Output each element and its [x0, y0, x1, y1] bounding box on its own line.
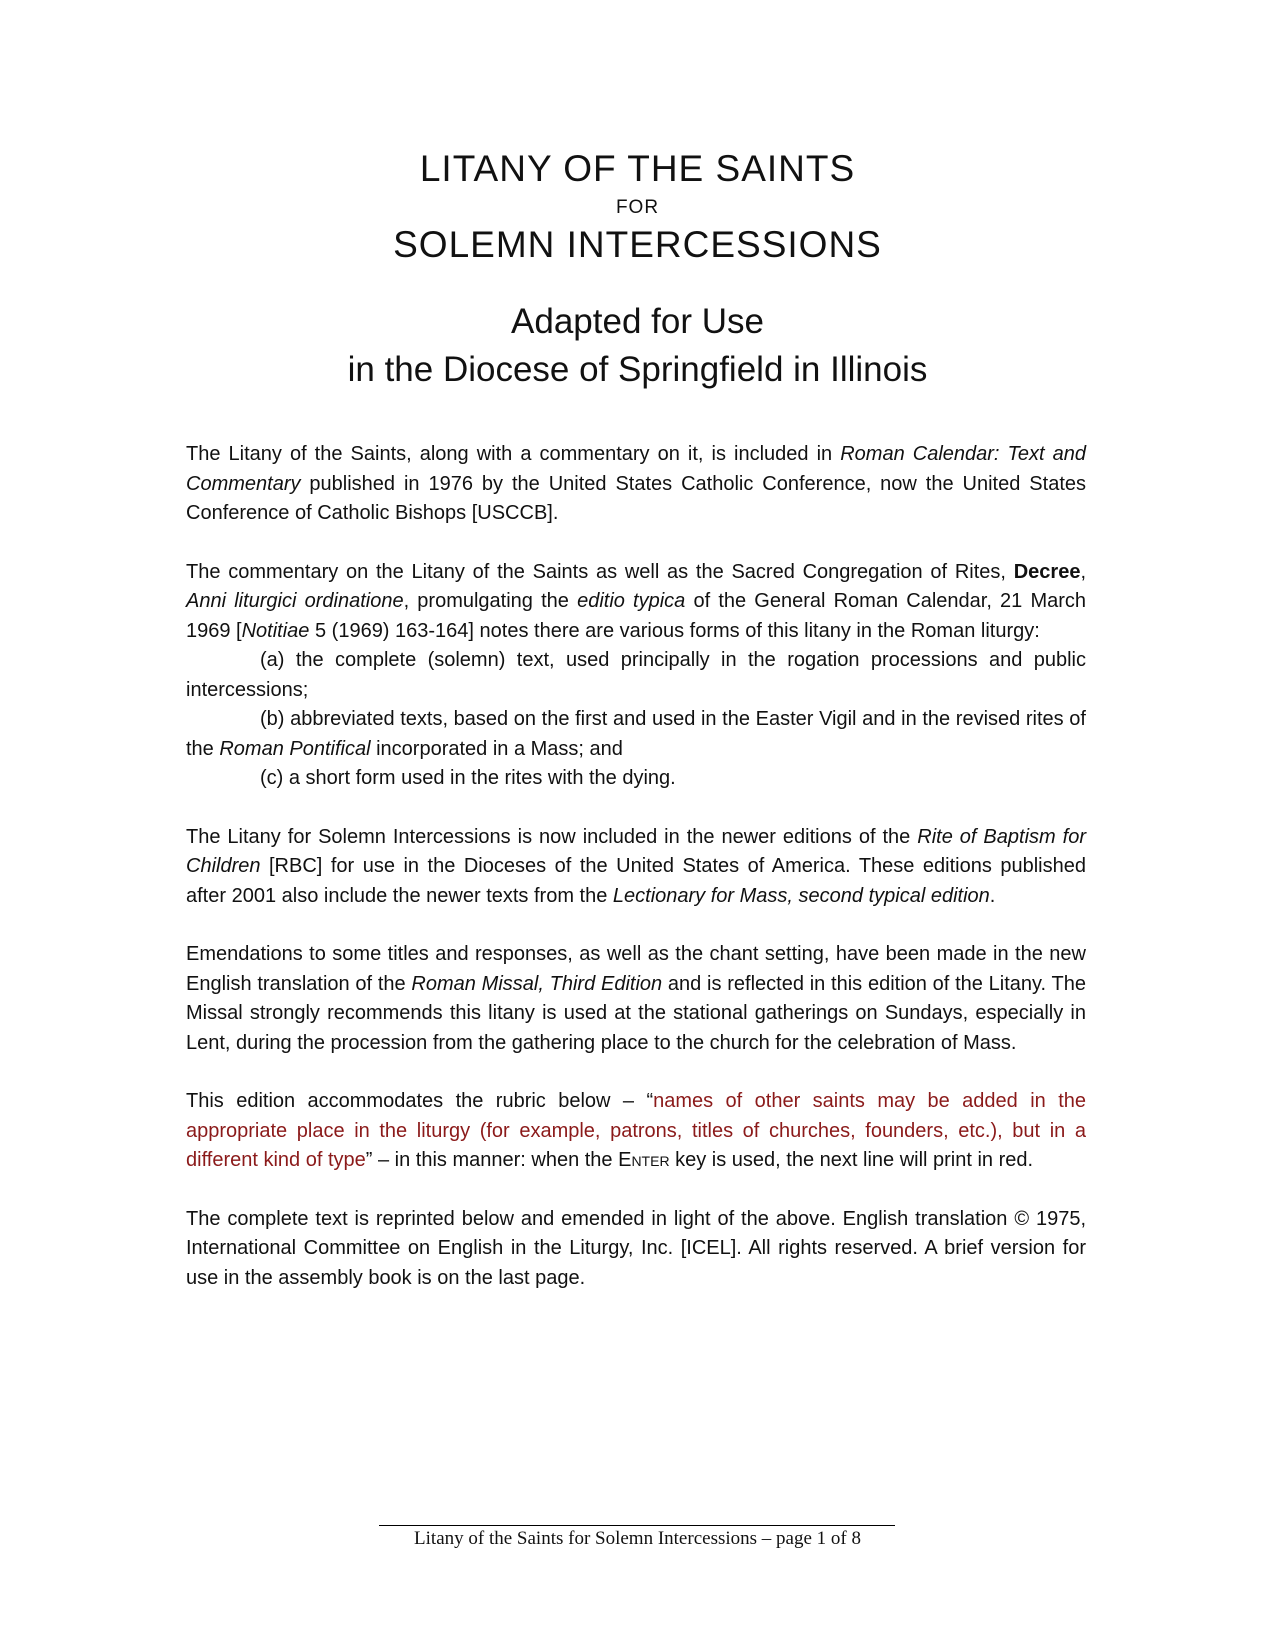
- title-line-1: LITANY OF THE SAINTS: [419, 148, 856, 189]
- italic-title: Roman Calendar: Text and Commentary: [186, 443, 1087, 495]
- italic-title: Roman Pontifical: [219, 737, 371, 760]
- bold-term: Decree: [1013, 560, 1081, 583]
- paragraph-3: [186, 823, 1086, 912]
- text-span: incorporated in a Mass; and: [370, 737, 623, 760]
- text-span: (b) abbreviated texts, based on the first and used in the Easter Vigil and in the revised rites of the: [186, 708, 1086, 760]
- text-span: published in 1976 by the United States Catholic Conference, now the United States Conference of Catholic Bishops [USCCB].: [186, 472, 1086, 524]
- italic-title: Rite of Baptism for Children: [186, 825, 1086, 877]
- page-footer: Litany of the Saints for Solemn Intercessions – page 1 of 8: [414, 1528, 861, 1549]
- text-span: Emendations to some titles and responses, as well as the chant setting, have been made in the new English translation of the: [186, 943, 1086, 995]
- text-span: key is used, the next line will print in red.: [669, 1149, 1034, 1171]
- text-span: This edition accommodates the rubric below – “: [186, 1090, 654, 1112]
- text-span: [RBC] for use in the Dioceses of the United States of America. These editions published after 2001 also include the newer texts from the: [186, 855, 1086, 907]
- text-span: The Litany for Solemn Intercessions is now included in the newer editions of the: [186, 825, 918, 848]
- enter-key-label: Enter: [618, 1149, 670, 1171]
- list-item-a: (a) the complete (solemn) text, used principally in the rogation processions and public intercessions;: [186, 649, 1086, 701]
- text-span: ” – in this manner: when the: [365, 1149, 619, 1171]
- list-item-b: [186, 705, 1086, 764]
- rubric-red-text: names of other saints may be added in the appropriate place in the liturgy (for example, patrons, titles of churches, founders, etc.), but in a different kind of type: [186, 1090, 1086, 1171]
- paragraph-4: [186, 940, 1086, 1058]
- subtitle-line-1: Adapted for Use: [511, 302, 764, 341]
- text-span: The commentary on the Litany of the Saints as well as the Sacred Congregation of Rites,: [186, 560, 1014, 583]
- paragraph-1: [186, 440, 1086, 529]
- footer-divider: [379, 1525, 895, 1526]
- title-line-3: SOLEMN INTERCESSIONS: [393, 224, 882, 265]
- italic-title: Lectionary for Mass, second typical edition: [612, 884, 990, 907]
- italic-title: Roman Missal, Third Edition: [411, 972, 663, 995]
- paragraph-6: The complete text is reprinted below and emended in light of the above. English translation © 1975, International Committee on English in the Liturgy, Inc. [ICEL]. All rights reserved. A brief version for use in the assembly book is on the last page.: [186, 1207, 1086, 1289]
- list-item-c: (c) a short form used in the rites with the dying.: [260, 767, 676, 789]
- italic-term: Notitiae: [241, 619, 310, 642]
- italic-term: Anni liturgici ordinatione: [186, 590, 404, 612]
- text-span: and is reflected in this edition of the Litany. The Missal strongly recommends this litany is used at the stational gatherings on Sundays, especially in Lent, during the procession from the gathering place to the church for the celebration of Mass.: [186, 972, 1086, 1054]
- title-line-2: FOR: [615, 197, 660, 218]
- text-span: ,: [1080, 560, 1086, 583]
- paragraph-5: [186, 1087, 1086, 1176]
- document-body: [186, 440, 1086, 1322]
- text-span: The Litany of the Saints, along with a commentary on it, is included in: [186, 443, 841, 465]
- text-span: 5 (1969) 163-164] notes there are various forms of this litany in the Roman liturgy:: [309, 619, 1040, 642]
- italic-term: editio typica: [577, 590, 686, 612]
- text-span: .: [989, 884, 996, 907]
- subtitle-line-2: in the Diocese of Springfield in Illinois: [347, 350, 928, 389]
- paragraph-2: [186, 558, 1086, 647]
- text-span: , promulgating the: [403, 590, 578, 612]
- text-span: of the General Roman Calendar, 21 March 1969 [: [186, 590, 1087, 642]
